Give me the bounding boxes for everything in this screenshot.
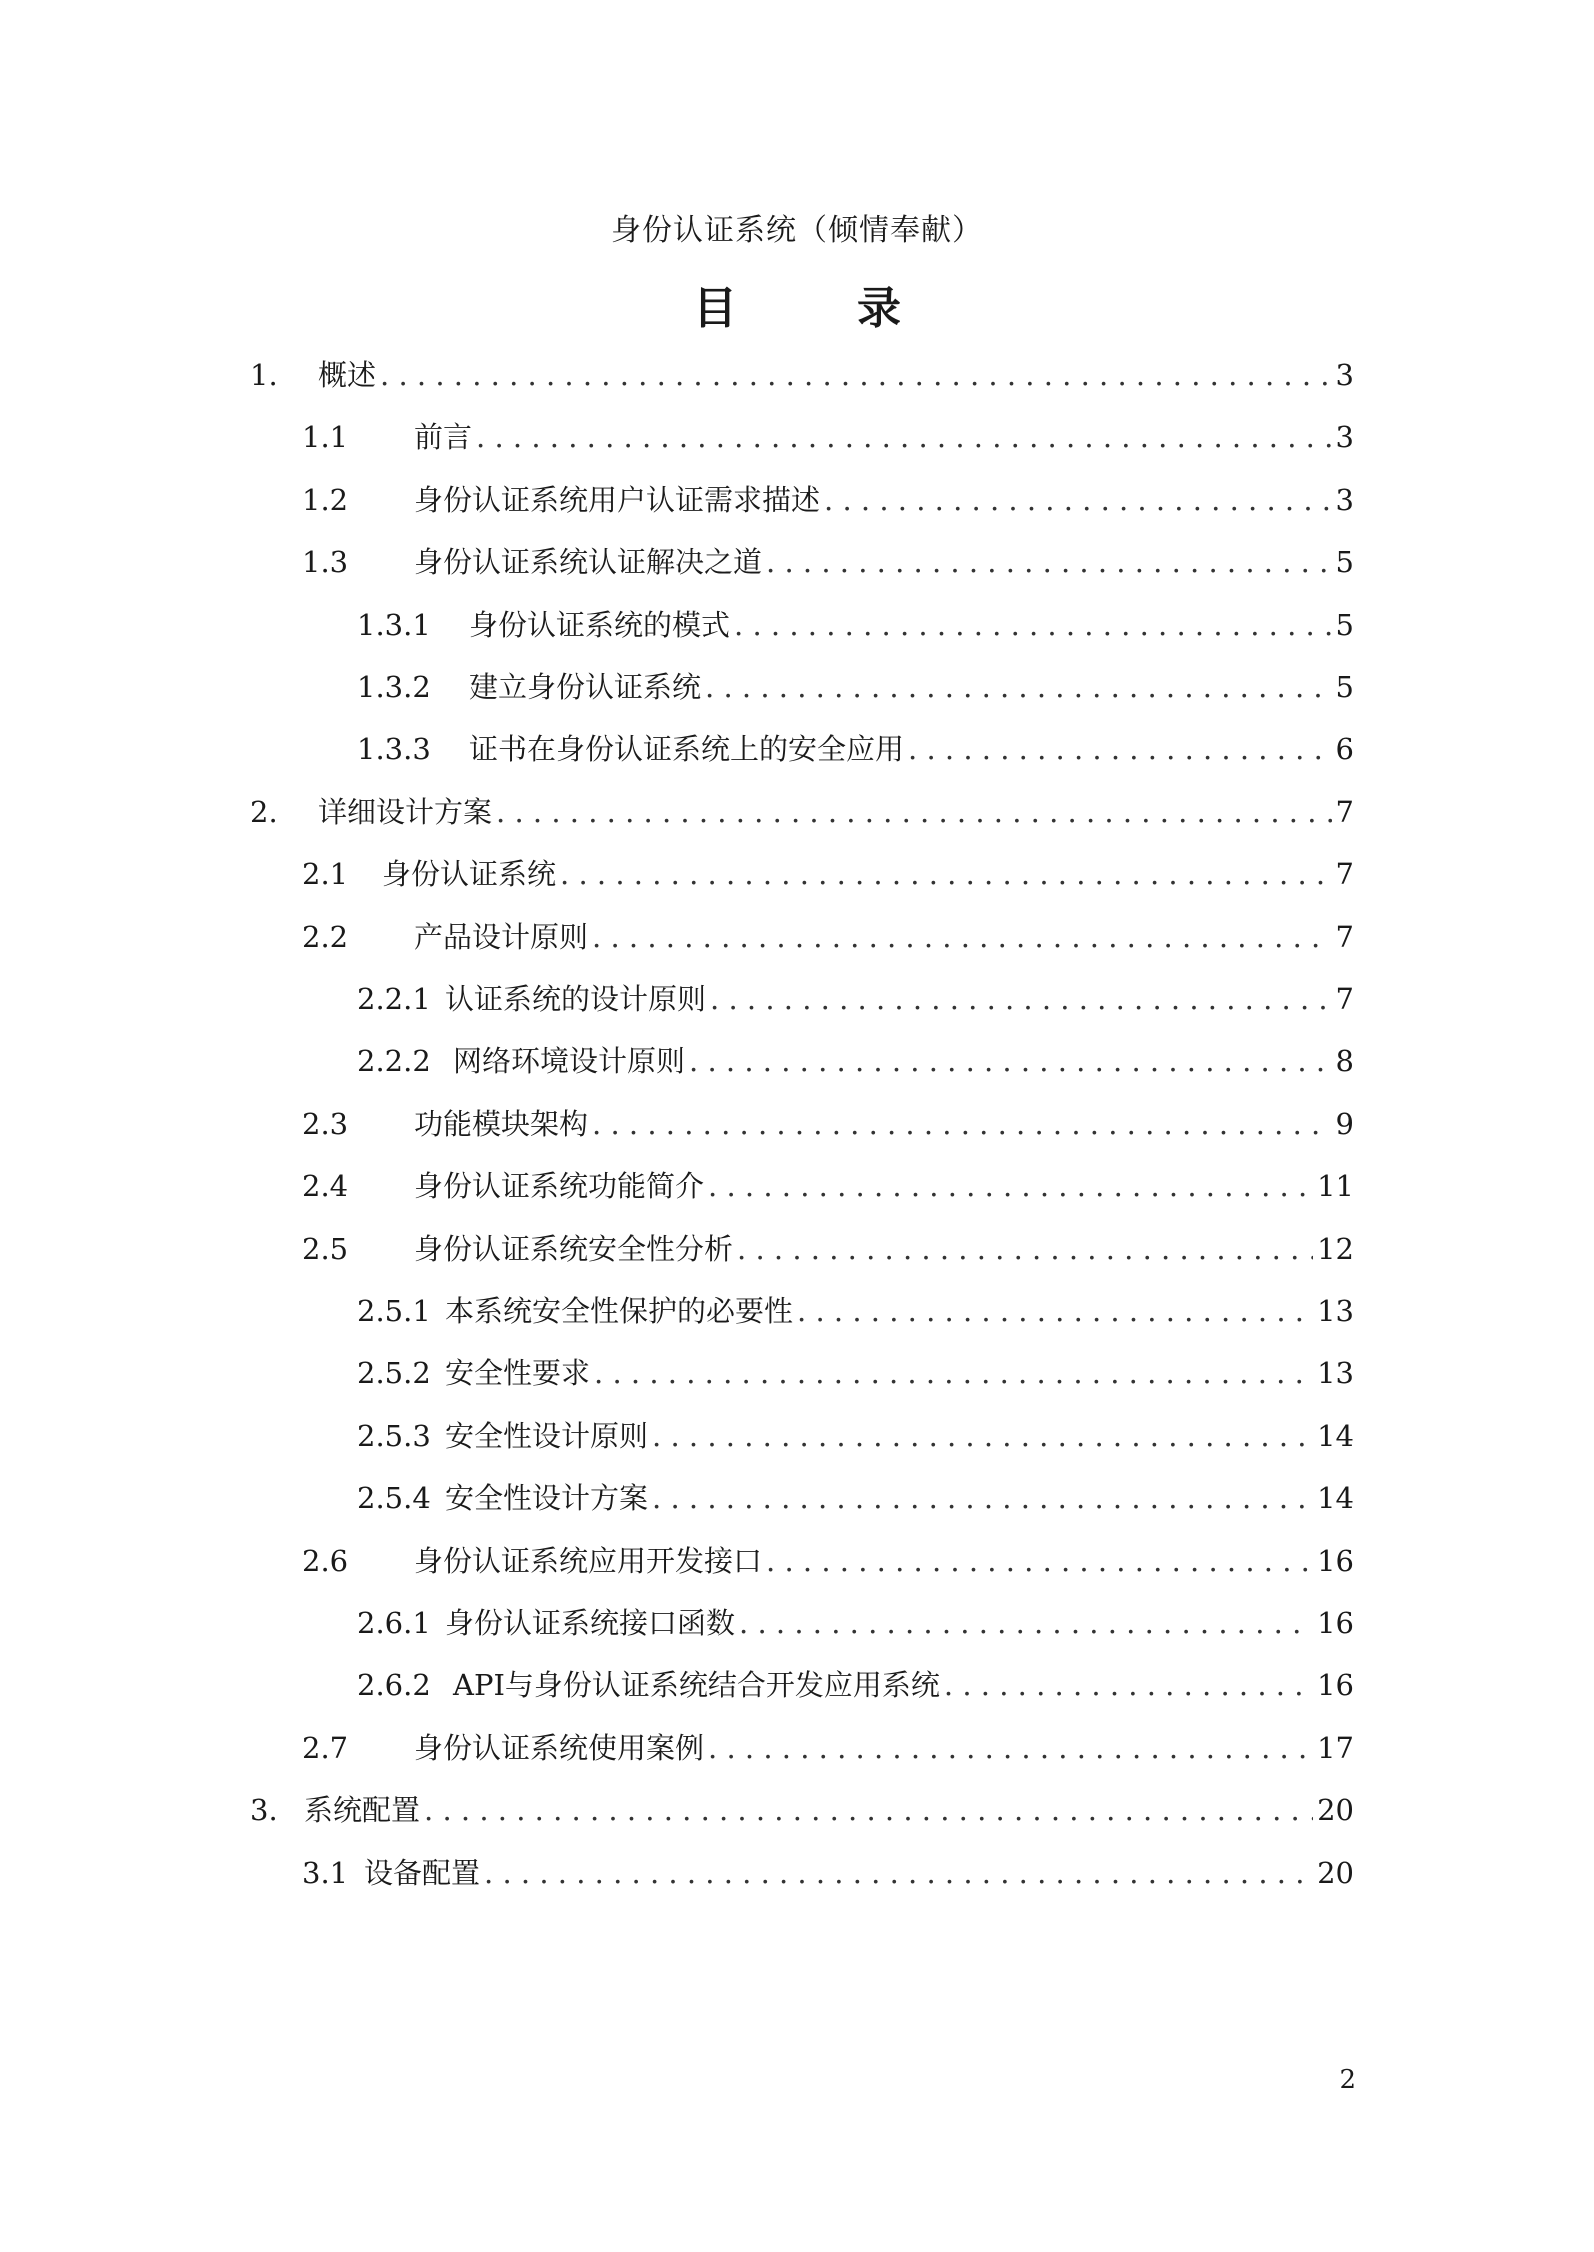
toc-entry-label: 网络环境设计原则 (453, 1044, 686, 1079)
toc-dot-leader (908, 729, 1332, 769)
toc-dot-leader (710, 979, 1332, 1019)
toc-entry[interactable] (302, 1104, 1354, 1144)
toc-entry-label: API与身份认证系统结合开发应用系统 (453, 1668, 940, 1703)
toc-entry-page: 13 (1317, 1356, 1354, 1391)
toc-entry-number: 1.3.3 (357, 732, 431, 767)
toc-dot-leader (484, 1853, 1313, 1893)
toc-entry-page: 14 (1317, 1481, 1354, 1516)
toc-entry-page: 5 (1335, 670, 1354, 704)
toc-entry-page: 20 (1317, 1855, 1354, 1890)
toc-entry-page: 14 (1317, 1418, 1354, 1453)
toc-entry-number: 2. (250, 794, 278, 829)
toc-entry-page: 8 (1335, 1044, 1354, 1079)
toc-entry-page: 7 (1335, 982, 1354, 1016)
toc-entry-page: 9 (1335, 1106, 1354, 1141)
toc-entry-page: 16 (1317, 1606, 1354, 1640)
toc-entry-label: 产品设计原则 (414, 919, 589, 954)
toc-entry-label: 前言 (414, 420, 473, 455)
toc-entry-number: 2.6.2 (357, 1668, 431, 1703)
toc-entry-number: 2.2.1 (357, 982, 431, 1016)
toc-heading-left: 目 (693, 283, 737, 334)
toc-dot-leader (380, 355, 1332, 395)
toc-entry[interactable] (302, 1541, 1354, 1581)
toc-entry-label: 本系统安全性保护的必要性 (445, 1294, 794, 1328)
toc-dot-leader (734, 605, 1332, 645)
toc-entry[interactable] (302, 480, 1354, 520)
toc-entry-page: 6 (1335, 732, 1354, 767)
toc-entry-label: 安全性要求 (445, 1356, 591, 1391)
toc-entry[interactable] (250, 792, 1354, 832)
toc-entry-number: 2.5.1 (357, 1294, 431, 1328)
document-title: 身份认证系统（倾情奉献） (611, 213, 983, 248)
toc-dot-leader (797, 1291, 1313, 1331)
toc-entry[interactable] (250, 355, 1354, 395)
toc-entry-page: 7 (1335, 794, 1354, 829)
toc-entry-page: 20 (1317, 1793, 1354, 1828)
toc-dot-leader (592, 1104, 1332, 1144)
toc-entry-page: 13 (1317, 1294, 1354, 1328)
toc-dot-leader (594, 1353, 1313, 1393)
toc-dot-leader (766, 1541, 1313, 1581)
toc-entry-number: 2.5.3 (357, 1418, 431, 1453)
toc-entry[interactable] (357, 1291, 1354, 1331)
toc-dot-leader (496, 792, 1332, 832)
toc-dot-leader (739, 1603, 1313, 1643)
toc-dot-leader (476, 417, 1332, 457)
toc-entry-page: 17 (1317, 1730, 1354, 1765)
toc-entry-page: 5 (1335, 607, 1354, 642)
toc-entry-label: 安全性设计原则 (445, 1418, 649, 1453)
toc-entry-number: 2.2 (302, 919, 349, 954)
toc-dot-leader (708, 1166, 1313, 1206)
toc-entry-label: 功能模块架构 (414, 1106, 589, 1141)
toc-entry-page: 3 (1335, 482, 1354, 517)
toc-entry[interactable] (302, 917, 1354, 957)
toc-entry[interactable] (357, 605, 1354, 645)
toc-entry-number: 2.5 (302, 1231, 349, 1266)
toc-entry-number: 1. (250, 358, 278, 392)
toc-entry-number: 1.1 (302, 420, 349, 455)
toc-entry[interactable] (357, 1665, 1354, 1705)
toc-entry[interactable] (302, 417, 1354, 457)
toc-heading-right: 录 (857, 283, 901, 334)
toc-entry-label: 身份认证系统用户认证需求描述 (414, 482, 821, 517)
toc-entry-label: 身份认证系统认证解决之道 (414, 545, 763, 580)
toc-entry[interactable] (302, 854, 1354, 894)
toc-entry-label: 身份认证系统 (382, 857, 557, 892)
toc-entry-page: 12 (1317, 1231, 1354, 1266)
toc-dot-leader (824, 480, 1332, 520)
toc-entry-number: 1.3 (302, 545, 349, 580)
toc-entry-label: 详细设计方案 (318, 794, 493, 829)
toc-entry-number: 2.6 (302, 1543, 349, 1578)
toc-entry-number: 1.3.1 (357, 607, 431, 642)
toc-entry[interactable] (357, 1416, 1354, 1456)
toc-entry-page: 16 (1317, 1543, 1354, 1578)
toc-entry[interactable] (302, 1229, 1354, 1269)
toc-entry-number: 1.3.2 (357, 670, 431, 704)
toc-entry-page: 3 (1335, 420, 1354, 455)
toc-entry-label: 身份认证系统使用案例 (414, 1730, 705, 1765)
toc-entry-number: 2.1 (302, 857, 349, 892)
toc-entry-label: 概述 (318, 358, 377, 392)
toc-dot-leader (708, 1728, 1313, 1768)
toc-entry-number: 2.5.4 (357, 1481, 431, 1516)
toc-dot-leader (560, 854, 1332, 894)
toc-entry-number: 3. (250, 1793, 278, 1828)
page-number: 2 (1339, 2065, 1356, 2095)
toc-entry[interactable] (357, 1041, 1354, 1081)
toc-entry-page: 11 (1317, 1169, 1354, 1204)
toc-entry-number: 2.7 (302, 1730, 349, 1765)
toc-entry-label: 安全性设计方案 (445, 1481, 649, 1516)
toc-entry[interactable] (250, 1790, 1354, 1830)
toc-entry-label: 系统配置 (304, 1793, 421, 1828)
toc-entry-page: 16 (1317, 1668, 1354, 1703)
toc-entry[interactable] (302, 1166, 1354, 1206)
toc-entry-page: 3 (1335, 358, 1354, 392)
toc-entry-number: 2.3 (302, 1106, 349, 1141)
toc-dot-leader (652, 1478, 1313, 1518)
toc-entry-number: 2.5.2 (357, 1356, 431, 1391)
toc-entry[interactable] (357, 729, 1354, 769)
toc-entry-number: 3.1 (302, 1855, 349, 1890)
toc-entry-label: 身份认证系统功能简介 (414, 1169, 705, 1204)
toc-entry-label: 身份认证系统应用开发接口 (414, 1543, 763, 1578)
toc-dot-leader (652, 1416, 1313, 1456)
toc-entry-page: 7 (1335, 857, 1354, 892)
toc-entry[interactable] (302, 1728, 1354, 1768)
toc-entry-label: 身份认证系统的模式 (469, 607, 731, 642)
toc-entry[interactable] (302, 1853, 1354, 1893)
toc-entry-number: 2.2.2 (357, 1044, 431, 1079)
toc-entry[interactable] (357, 1478, 1354, 1518)
toc-entry[interactable] (357, 1353, 1354, 1393)
toc-dot-leader (705, 667, 1332, 707)
toc-dot-leader (944, 1665, 1313, 1705)
toc-entry-label: 身份认证系统安全性分析 (414, 1231, 734, 1266)
toc-dot-leader (424, 1790, 1313, 1830)
toc-entry-number: 2.4 (302, 1169, 349, 1204)
toc-entry[interactable] (357, 667, 1354, 707)
toc-dot-leader (689, 1041, 1332, 1081)
toc-entry-label: 认证系统的设计原则 (445, 982, 707, 1016)
toc-entry[interactable] (357, 979, 1354, 1019)
toc-entry-number: 2.6.1 (357, 1606, 431, 1640)
toc-dot-leader (737, 1229, 1313, 1269)
toc-dot-leader (766, 542, 1332, 582)
toc-entry-label: 身份认证系统接口函数 (445, 1606, 736, 1640)
toc-dot-leader (592, 917, 1332, 957)
toc-entry[interactable] (357, 1603, 1354, 1643)
toc-entry-page: 5 (1335, 545, 1354, 580)
toc-entry[interactable] (302, 542, 1354, 582)
toc-heading (0, 272, 1594, 336)
toc-entry-page: 7 (1335, 919, 1354, 954)
toc-entry-label: 建立身份认证系统 (469, 670, 702, 704)
toc-entry-label: 设备配置 (364, 1855, 481, 1890)
toc-entry-number: 1.2 (302, 482, 349, 517)
toc-entry-label: 证书在身份认证系统上的安全应用 (469, 732, 905, 767)
